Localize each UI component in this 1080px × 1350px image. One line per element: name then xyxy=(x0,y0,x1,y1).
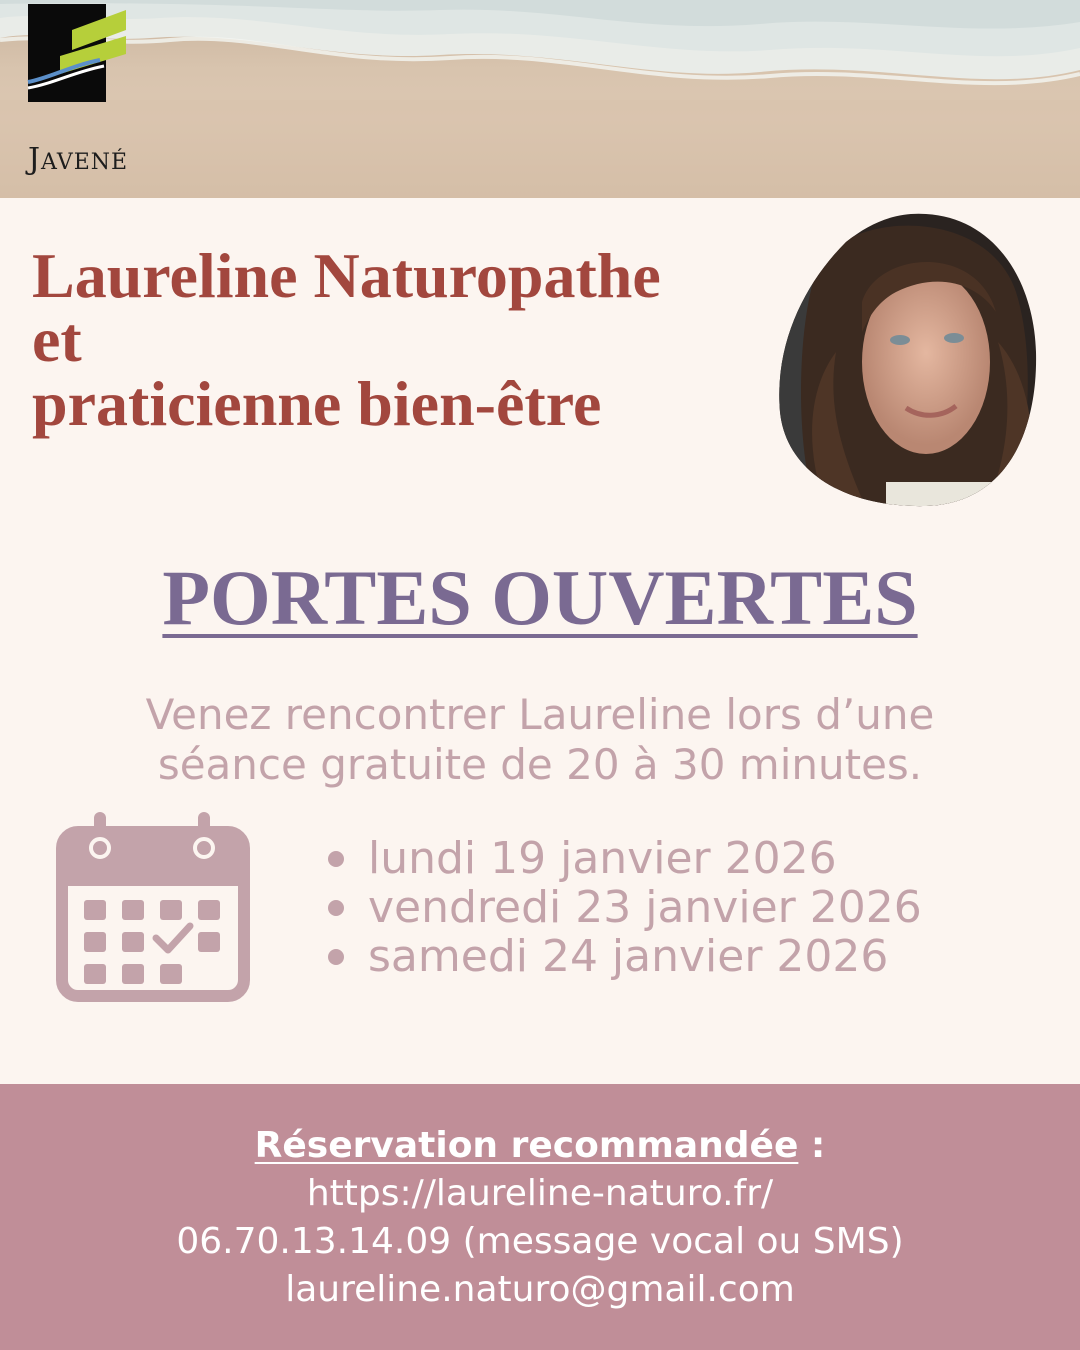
phone-number[interactable]: 06.70.13.14.09 (message vocal ou SMS) xyxy=(176,1221,904,1262)
dates-list xyxy=(322,834,922,981)
title-line-3: praticienne bien-être xyxy=(32,368,602,439)
page-title xyxy=(32,240,752,439)
beach-banner-image xyxy=(0,0,1080,198)
website-link[interactable]: https://laureline-naturo.fr/ xyxy=(306,1173,774,1214)
calendar-check-icon xyxy=(56,810,250,1004)
beach-banner xyxy=(0,0,1080,198)
intro-line-1: Venez rencontrer Laureline lors d’une xyxy=(145,690,935,739)
title-line-1: Laureline Naturopathe xyxy=(32,240,661,311)
bullet-icon xyxy=(328,851,344,867)
open-house-heading: PORTES OUVERTES xyxy=(162,554,918,641)
email-link[interactable]: laureline.naturo@gmail.com xyxy=(285,1269,795,1310)
booking-footer xyxy=(0,1084,1080,1350)
bullet-icon xyxy=(328,949,344,965)
booking-label: Réservation recommandée : xyxy=(254,1125,826,1166)
bullet-icon xyxy=(328,900,344,916)
title-line-2: et xyxy=(32,304,82,375)
list-item: samedi 24 janvier 2026 xyxy=(322,932,922,981)
list-item: lundi 19 janvier 2026 xyxy=(322,834,922,883)
list-item: vendredi 23 janvier 2026 xyxy=(322,883,922,932)
javene-logo xyxy=(0,0,130,140)
logo-wordmark: JAVENÉ xyxy=(28,142,129,177)
intro-text xyxy=(60,690,1020,790)
intro-line-2: séance gratuite de 20 à 30 minutes. xyxy=(157,740,923,789)
portrait-photo xyxy=(776,212,1038,508)
